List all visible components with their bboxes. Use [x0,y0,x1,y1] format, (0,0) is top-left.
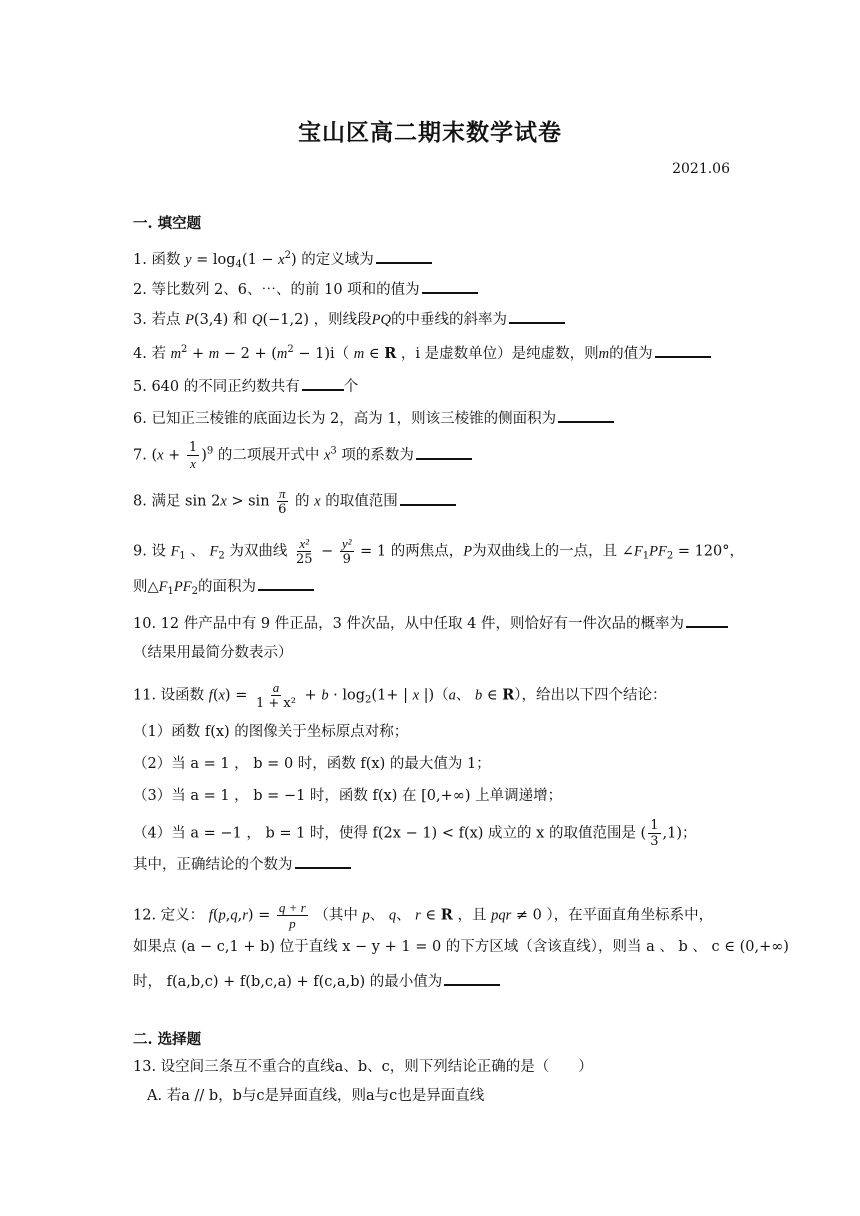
question-9-line-2: 则$\triangle F_1PF_2$的面积为 [133,575,733,597]
question-12: 12. 定义： f(p,q,r) = $\frac{q + r}{p}$ （其中 p、 q、 r ∈ R ，且 pqr ≠ 0 ），在平面直角坐标系中， [133,900,714,931]
fraction: $\frac{\text{y²}}{9}$ [341,536,352,567]
answer-blank[interactable] [400,490,456,506]
question-8: 8. 满足 sin 2x > sin $\frac{\pi}{6}$ 的 x 的取值范围 [133,486,733,517]
question-11-statement-2: （2）当 a = 1 ， b = 0 时，函数 f(x) 的最大值为 1； [133,756,491,772]
answer-blank[interactable] [558,407,614,423]
answer-blank[interactable] [416,444,472,460]
question-10-note: （结果用最简分数表示） [133,645,293,661]
question-12-line-2: 如果点 (a − c,1 + b) 位于直线 x − y + 1 = 0 的下方区域（含该直线），则当 a 、 b 、 c ∈ (0,+∞) [133,939,789,955]
question-10: 10. 12 件产品中有 9 件正品，3 件次品，从中任取 4 件，则恰好有一件次品的概率为 [133,612,733,634]
fraction: $\frac{a}{\text{1 + x²}}$ [255,680,296,711]
question-11-statement-1: （1）函数 f(x) 的图像关于坐标原点对称； [133,724,409,740]
question-2: 2. 等比数列 2、6、⋯、的前 10 项和的值为 [133,278,733,300]
question-11-statement-3: （3）当 a = 1 ， b = −1 时，函数 f(x) 在 [0,+∞) 上单调递增； [133,788,563,804]
question-5: 5. 640 的不同正约数共有 个 [133,375,733,397]
answer-blank[interactable] [655,342,711,358]
question-11: 11. 设函数 f(x) = $\frac{a}{\text{1 + x²}}$ + $b \cdot \log_2(1+$ | x |)（a、 b ∈ R），给出以下四个结论： [133,680,667,711]
answer-blank[interactable] [258,575,314,591]
question-4: 4. 若 $m^2 + m - 2 + (m^2 - 1)i$（ m ∈ R ，i 是虚数单位）是纯虚数，则m的值为 [133,342,733,364]
question-1: 1. 函数 $y = \log_4(1 - x^2)$ 的定义域为 [133,248,733,270]
question-7: 7. (x + $\frac{1}{x}$ )$^9$ 的二项展开式中 $x^3$ 项的系数为 [133,440,733,471]
question-9: 9. 设 $F_1$ 、 $F_2$ 为双曲线 $\frac{\text{x²}}{25}$ − $\frac{\text{y²}}{9}$ = 1 的两焦点，P为双曲线上的一点，且 $\angle F_1PF_2 = 120^\circ$， [133,536,745,567]
exam-date: 2021.06 [672,161,730,177]
fraction: $\frac{\text{x²}}{25}$ [295,536,313,567]
question-3: 3. 若点 P(3,4) 和 Q(−1,2) ，则线段PQ的中垂线的斜率为 [133,308,733,330]
answer-blank[interactable] [302,375,344,391]
section-fill-in: 一. 填空题 [133,215,202,232]
fraction: $\frac{q + r}{p}$ [278,900,306,931]
fraction: $\frac{\pi}{6}$ [278,486,287,517]
page-title: 宝山区高二期末数学试卷 [298,119,562,146]
answer-blank[interactable] [686,612,728,628]
fraction: $\frac{1}{x}$ [188,440,198,471]
answer-blank[interactable] [295,853,351,869]
answer-blank[interactable] [444,970,500,986]
question-11-conclusion: 其中，正确结论的个数为 [133,853,733,875]
section-multiple-choice: 二. 选择题 [133,1031,202,1048]
fraction: $\frac{1}{3}$ [650,818,659,849]
question-13: 13. 设空间三条互不重合的直线a、b、c，则下列结论正确的是（ ） [133,1059,593,1075]
answer-blank[interactable] [422,278,478,294]
question-12-line-3: 时， f(a,b,c) + f(b,c,a) + f(c,a,b) 的最小值为 [133,970,733,992]
answer-blank[interactable] [376,248,432,264]
question-13-option-a[interactable]: A. 若a // b，b与c是异面直线，则a与c也是异面直线 [147,1088,485,1104]
answer-blank[interactable] [509,308,565,324]
question-6: 6. 已知正三棱锥的底面边长为 2，高为 1，则该三棱锥的侧面积为 [133,407,733,429]
question-11-statement-4: （4）当 a = −1 ， b = 1 时，使得 f(2x − 1) < f(x) 成立的 x 的取值范围是 ( $\frac{1}{3}$ ,1)； [133,818,697,849]
